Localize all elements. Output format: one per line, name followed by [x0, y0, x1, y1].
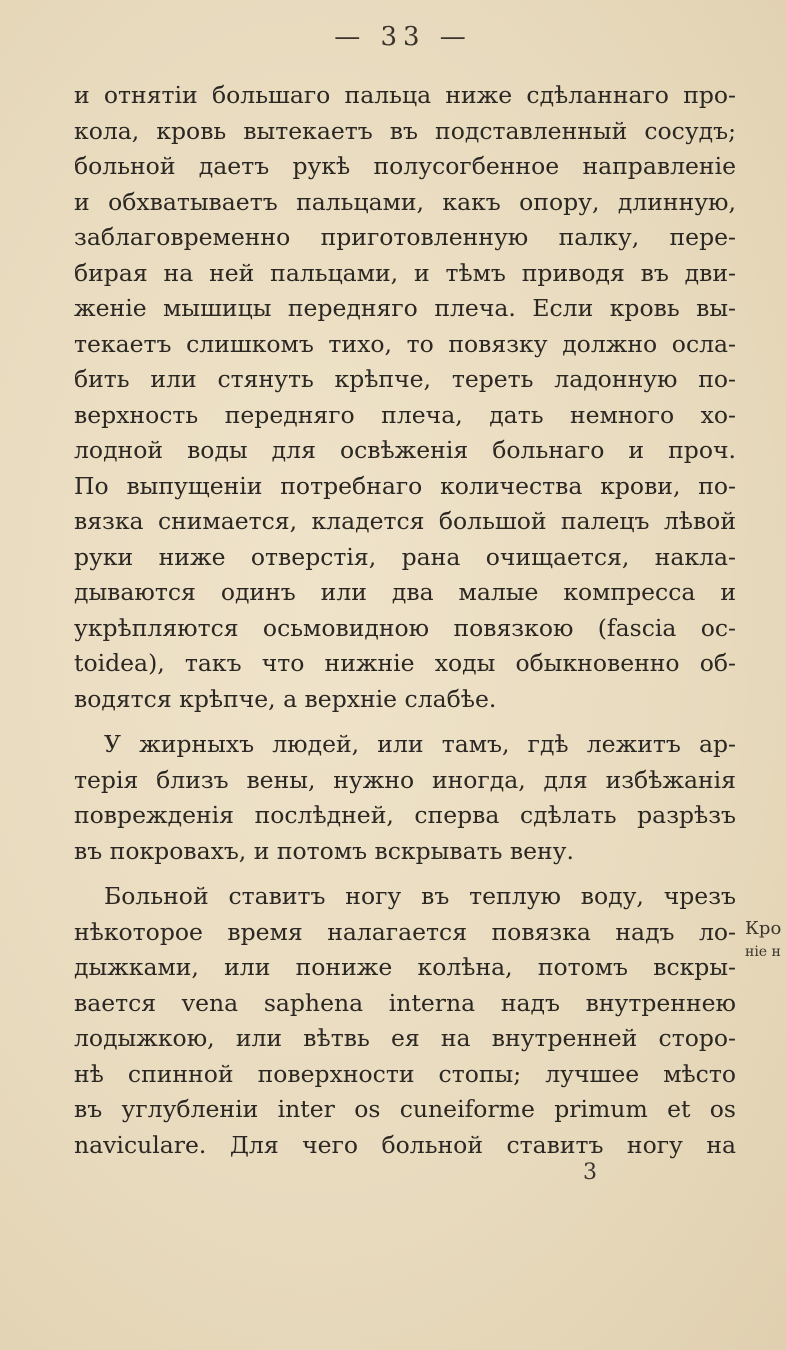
text-line: верхность передняго плеча, дать немного хо-	[74, 400, 736, 429]
text-line: лодной воды для освѣженія больнаго и проч.	[74, 436, 736, 464]
body-text	[74, 78, 736, 1163]
text-line: въ покровахъ, и потомъ вскрывать вену.	[74, 836, 574, 865]
text-line: и обхватываетъ пальцами, какъ опору, длинную,	[74, 187, 736, 216]
text-line: больной даетъ рукѣ полусогбенное направленіе	[74, 152, 736, 180]
text-line: дываются одинъ или два малые компресса и	[74, 578, 736, 606]
text-line: вается vena saphena interna надъ внутреннею	[74, 988, 736, 1017]
text-line: кола, кровь вытекаетъ въ подставленный сосудъ;	[74, 116, 736, 145]
text-line: toidea), такъ что нижніе ходы обыкновенно об-	[74, 649, 736, 677]
text-line: поврежденія послѣдней, сперва сдѣлать разрѣзъ	[74, 801, 736, 829]
page-number: — 33 —	[334, 22, 472, 52]
text-line: нѣкоторое время налагается повязка надъ ло-	[74, 917, 736, 946]
text-line: Больной ставитъ ногу въ теплую воду, чрезъ	[104, 882, 736, 910]
signature-mark: 3	[583, 1160, 597, 1185]
text-line: дыжками, или пониже колѣна, потомъ вскры-	[74, 953, 736, 981]
text-line: текаетъ слишкомъ тихо, то повязку должно осла-	[74, 329, 736, 358]
paragraph-1	[74, 78, 736, 717]
text-line: naviculare. Для чего больной ставитъ ногу на	[74, 1130, 736, 1159]
text-line: У жирныхъ людей, или тамъ, гдѣ лежитъ ар-	[104, 730, 736, 758]
text-line: терія близъ вены, нужно иногда, для избѣжанія	[74, 765, 736, 794]
text-line: въ углубленіи inter os cuneiforme primum et os	[74, 1095, 736, 1123]
margin-note-line-1: Кро	[745, 918, 782, 939]
margin-note-line-2: ніе н	[745, 944, 781, 960]
text-line: вязка снимается, кладется большой палецъ лѣвой	[74, 507, 736, 535]
text-line: и отнятіи большаго пальца ниже сдѣланнаго про-	[74, 81, 736, 109]
text-line: По выпущеніи потребнаго количества крови, по-	[74, 471, 736, 500]
text-line: нѣ спинной поверхности стопы; лучшее мѣсто	[74, 1059, 736, 1088]
text-line: лодыжкою, или вѣтвь ея на внутренней сторо-	[74, 1024, 736, 1052]
text-line: бирая на ней пальцами, и тѣмъ приводя въ дви-	[74, 258, 736, 287]
text-line: бить или стянуть крѣпче, тереть ладонную по-	[74, 365, 736, 393]
text-line: заблаговременно приготовленную палку, пере-	[74, 223, 736, 251]
text-line: укрѣпляются осьмовидною повязкою (fascia oc-	[74, 613, 736, 642]
text-line: водятся крѣпче, а верхніе слабѣе.	[74, 684, 497, 713]
paragraph-2	[74, 727, 736, 869]
paragraph-3	[74, 879, 736, 1163]
text-line: женіе мышицы передняго плеча. Если кровь вы-	[74, 294, 736, 322]
text-line: руки ниже отверстія, рана очищается, накла-	[74, 542, 736, 571]
